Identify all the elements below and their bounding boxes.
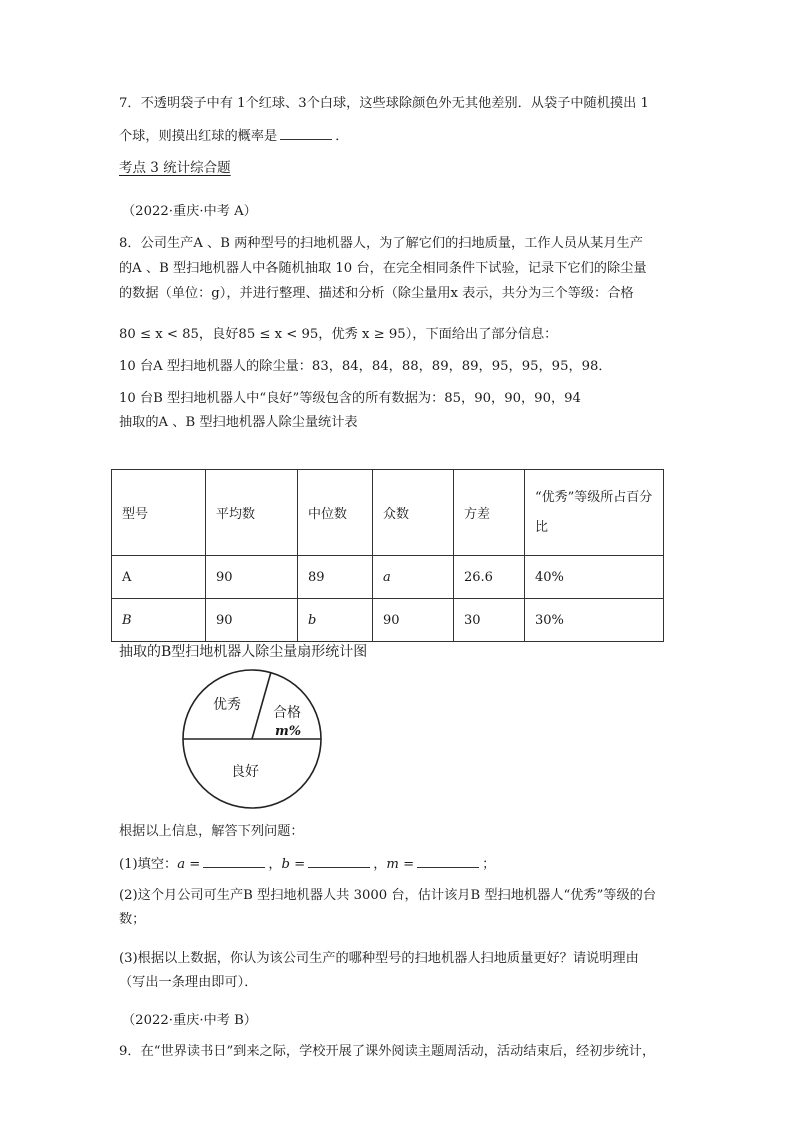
q8-line1: 8．公司生产A 、B 两种型号的扫地机器人，为了解它们的扫地质量，工作人员从某月生产 <box>119 236 643 251</box>
table-caption: 抽取的A 、B 型扫地机器人除尘量统计表 <box>119 415 358 430</box>
q7-line2-text: 个球，则摸出红球的概率是 <box>119 129 278 144</box>
q8-sub3-line2: （写出一条理由即可）． <box>119 975 258 990</box>
table-header-cell: 型号 <box>112 470 206 556</box>
sub1-end: ； <box>482 857 496 872</box>
section-title: 考点 3 统计综合题 <box>119 160 231 176</box>
stats-table <box>111 469 664 642</box>
table-cell: 89 <box>298 556 373 599</box>
table-cell: 40% <box>525 556 664 599</box>
q8-line2: 的A 、B 型扫地机器人中各随机抽取 10 台，在完全相同条件下试验，记录下它们的除尘量 <box>119 261 647 276</box>
table-header-cell: 方差 <box>454 470 525 556</box>
q7-answer-blank[interactable] <box>280 127 332 140</box>
table-cell: 30% <box>525 599 664 642</box>
sub1-m-label: m = <box>386 857 415 872</box>
table-row <box>112 599 664 642</box>
q8-line4: 80 ≤ x < 85，良好85 ≤ x < 95，优秀 x ≥ 95），下面给出了部分信息： <box>119 327 558 342</box>
answer-m-blank[interactable] <box>417 855 479 868</box>
q8-line6: 10 台B 型扫地机器人中“良好”等级包含的所有数据为：85，90，90，90，94 <box>119 391 581 406</box>
q9-line1: 9．在“世界读书日”到来之际，学校开展了课外阅读主题周活动，活动结束后，经初步统计， <box>119 1044 656 1059</box>
sub1-label: (1)填空： <box>119 857 178 872</box>
table-row <box>112 556 664 599</box>
sub1-separator: ， <box>268 857 282 872</box>
q7-line1: 7．不透明袋子中有 1个红球、3个白球，这些球除颜色外无其他差别．从袋子中随机摸出 1 <box>119 96 649 111</box>
table-header-cell: “优秀”等级所占百分比 <box>525 470 664 556</box>
table-header-cell: 中位数 <box>298 470 373 556</box>
sub1-a-label: a = <box>177 857 201 872</box>
table-header-cell: 平均数 <box>206 470 298 556</box>
q8-source: （2022·重庆·中考 A） <box>122 204 257 219</box>
q8-line3: 的数据（单位：g），并进行整理、描述和分析（除尘量用x 表示，共分为三个等级：合格 <box>119 286 634 301</box>
q8-prompt: 根据以上信息，解答下列问题： <box>119 824 304 839</box>
q7-line2 <box>119 127 348 146</box>
pie-label-pass: 合格 <box>273 705 301 721</box>
q8-sub3-line1: (3)根据以上数据，你认为该公司生产的哪种型号的扫地机器人扫地质量更好？请说明理由 <box>119 951 639 966</box>
sub1-b-label: b = <box>281 857 306 872</box>
table-header-cell: 众数 <box>373 470 454 556</box>
table-cell: 26.6 <box>454 556 525 599</box>
pie-label-good: 良好 <box>231 764 259 780</box>
q8-sub2-line2: 数； <box>119 912 146 927</box>
q8-sub2-line1: (2)这个月公司可生产B 型扫地机器人共 3000 台，估计该月B 型扫地机器人“优秀”等级的台 <box>119 888 657 903</box>
answer-a-blank[interactable] <box>203 855 265 868</box>
table-header-row <box>112 470 664 556</box>
table-cell: 90 <box>206 599 298 642</box>
table-cell: A <box>112 556 206 599</box>
table-cell: 90 <box>373 599 454 642</box>
pie-caption: 抽取的B型扫地机器人除尘量扇形统计图 <box>119 644 368 660</box>
sub1-separator: ， <box>373 857 387 872</box>
table-cell: 30 <box>454 599 525 642</box>
q7-line2-end: ． <box>335 129 349 144</box>
q9-source: （2022·重庆·中考 B） <box>122 1013 257 1028</box>
pie-divider-radial <box>252 672 271 739</box>
table-cell: 90 <box>206 556 298 599</box>
answer-b-blank[interactable] <box>308 855 370 868</box>
table-cell: B <box>112 599 206 642</box>
table-cell: b <box>298 599 373 642</box>
q8-sub1 <box>119 855 495 874</box>
pie-label-excellent: 优秀 <box>213 697 241 713</box>
table-cell: a <box>373 556 454 599</box>
pie-label-pass-value: m% <box>274 724 302 739</box>
pie-chart <box>170 665 330 815</box>
q8-line5: 10 台A 型扫地机器人的除尘量：83，84，84，88，89，89，95，95，95，98． <box>119 359 612 374</box>
